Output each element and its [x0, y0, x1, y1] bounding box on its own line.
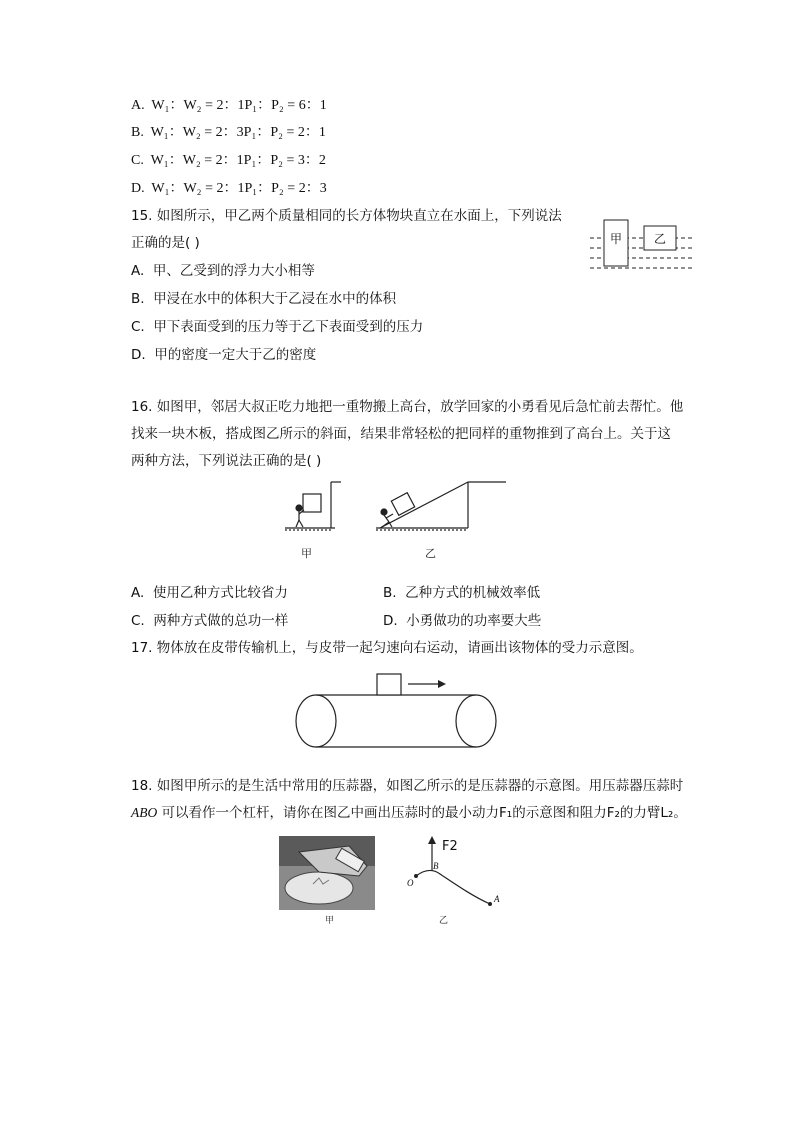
q18-stem-line1: 18. 如图甲所示的是生活中常用的压蒜器，如图乙所示的是压蒜器的示意图。用压蒜器压蒜时 [131, 778, 684, 794]
q16-stem-line3: 两种方法，下列说法正确的是( ) [131, 453, 322, 469]
option-text: 使用乙种方式比较省力 [152, 585, 288, 601]
garlic-press-photo [279, 836, 375, 910]
q16-caption-yi: 乙 [425, 547, 436, 560]
option-letter: A. [131, 98, 145, 113]
option-letter: D. [131, 181, 145, 196]
option-text: W₁：W₂ = 2：1P₁：P₂ = 3：2 [150, 153, 326, 168]
q16-option-a[interactable] [131, 583, 288, 603]
q14-option-c[interactable] [131, 151, 326, 171]
option-letter: C. [131, 613, 145, 629]
q16-stem-line2: 找来一块木板，搭成图乙所示的斜面，结果非常轻松的把同样的重物推到了高台上。关于这 [131, 426, 671, 442]
label-b: B [433, 861, 439, 871]
q16-stem-line1: 16. 如图甲，邻居大叔正吃力地把一重物搬上高台，放学回家的小勇看见后急忙前去帮忙。他 [131, 399, 684, 415]
option-letter: B. [131, 125, 144, 140]
lever-name: ABO [131, 805, 158, 820]
option-text: 小勇做功的功率要大些 [406, 613, 542, 629]
q16-option-b[interactable] [383, 583, 540, 603]
option-letter: A. [131, 585, 145, 601]
option-text: 甲的密度一定大于乙的密度 [154, 347, 317, 363]
label-a: A [494, 894, 500, 904]
label-f2: F2 [442, 839, 458, 854]
q16-option-c[interactable] [131, 611, 288, 631]
q17-stem-line1: 17. 物体放在皮带传输机上，与皮带一起匀速向右运动，请画出该物体的受力示意图。 [131, 640, 643, 656]
q18-caption-yi: 乙 [439, 916, 449, 926]
q15-floating-blocks-figure [588, 212, 694, 282]
q14-option-d[interactable] [131, 179, 327, 199]
option-text: W₁：W₂ = 2：1P₁：P₂ = 6：1 [151, 98, 327, 113]
q15-option-c[interactable] [131, 317, 423, 337]
q16-caption-jia: 甲 [301, 547, 312, 560]
stem-rest: 可以看作一个杠杆，请你在图乙中画出压蒜时的最小动力F₁的示意图和阻力F₂的力臂L₂。 [157, 805, 687, 821]
option-letter: B. [383, 585, 397, 601]
q15-option-b[interactable] [131, 289, 396, 309]
option-letter: B. [131, 291, 145, 307]
q16-option-d[interactable] [383, 611, 541, 631]
q15-stem-line1: 15. 如图所示，甲乙两个质量相同的长方体物块直立在水面上，下列说法 [131, 208, 562, 224]
q15-option-a[interactable] [131, 261, 315, 281]
q15-option-d[interactable] [131, 345, 316, 365]
option-letter: C. [131, 153, 144, 168]
q18-caption-jia: 甲 [325, 916, 335, 926]
q14-option-a[interactable] [131, 96, 327, 116]
option-text: 乙种方式的机械效率低 [405, 585, 541, 601]
q14-option-b[interactable] [131, 123, 326, 143]
option-letter: A. [131, 263, 145, 279]
q16-incline-figure [372, 478, 508, 536]
q15-stem-line2: 正确的是( ) [131, 235, 200, 251]
q18-stem-line2 [131, 803, 687, 823]
label-yi: 乙 [654, 232, 667, 246]
option-letter: D. [131, 347, 146, 363]
label-o: O [407, 878, 414, 888]
option-text: W₁：W₂ = 2：1P₁：P₂ = 2：3 [151, 181, 327, 196]
option-text: 甲、乙受到的浮力大小相等 [152, 263, 315, 279]
option-text: W₁：W₂ = 2：3P₁：P₂ = 2：1 [150, 125, 326, 140]
label-jia: 甲 [610, 232, 623, 246]
q16-lift-figure [285, 478, 341, 536]
option-text: 甲浸在水中的体积大于乙浸在水中的体积 [153, 291, 397, 307]
option-letter: D. [383, 613, 398, 629]
q18-lever-diagram [400, 834, 512, 916]
option-text: 甲下表面受到的压力等于乙下表面受到的压力 [153, 319, 424, 335]
q17-conveyor-figure [292, 672, 502, 752]
option-letter: C. [131, 319, 145, 335]
option-text: 两种方式做的总功一样 [153, 613, 289, 629]
